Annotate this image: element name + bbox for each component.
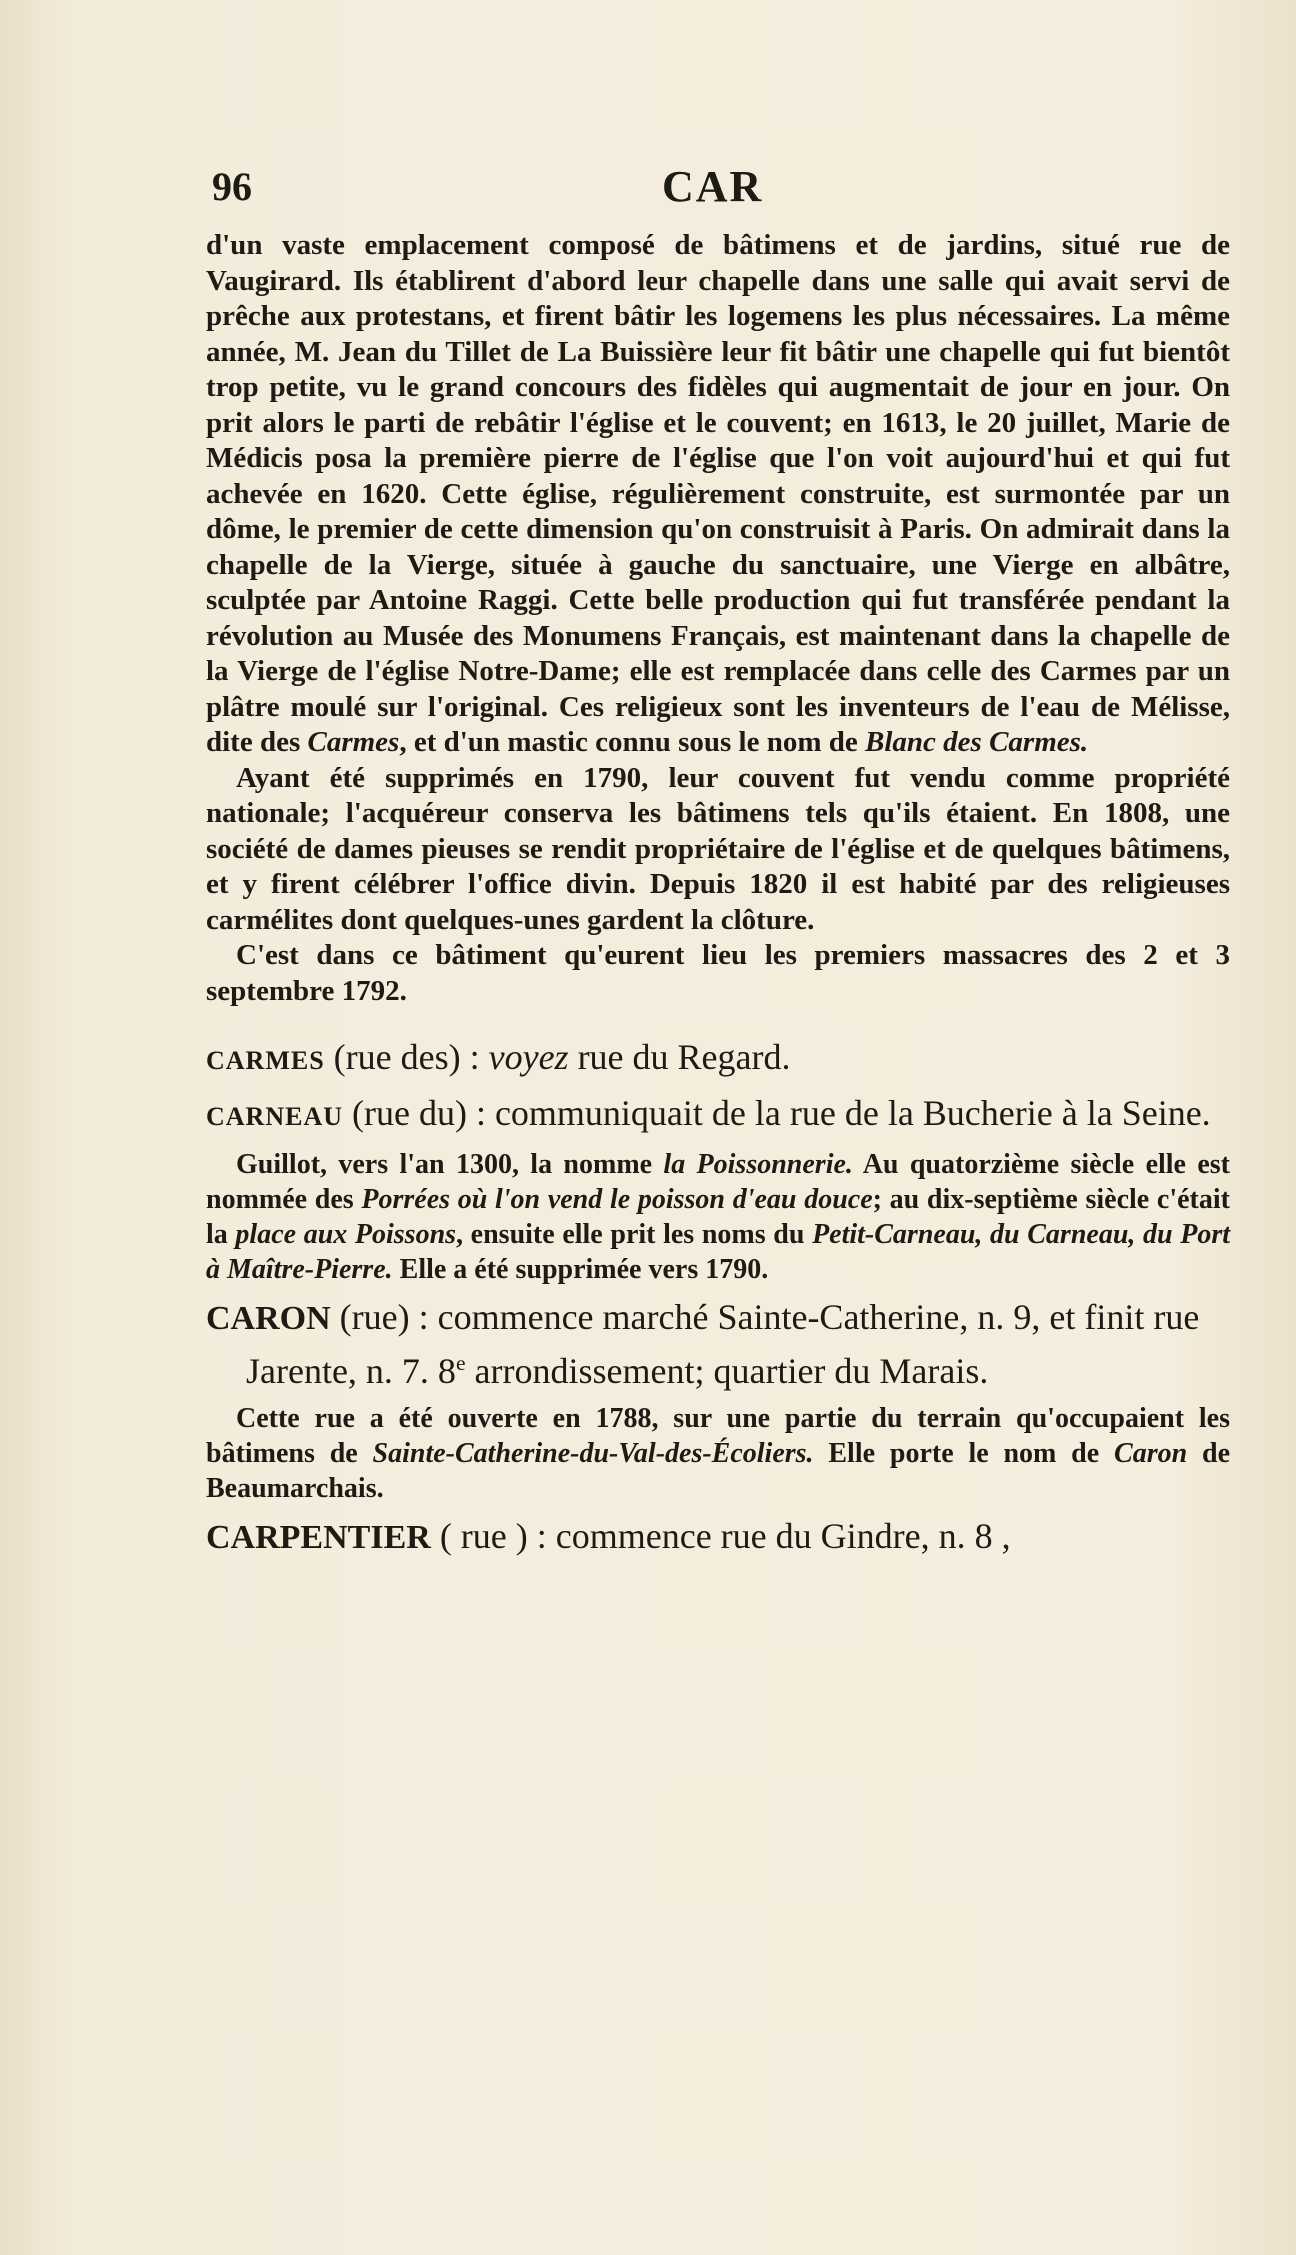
description-text: Au quatorzième siècle elle est nommée des [206,1149,1230,1215]
italic-term: Blanc des Carmes. [865,726,1089,758]
italic-term: Carmes [307,726,400,758]
entry-text: ( rue ) : commence rue du Gindre, n. 8 , [430,1516,1011,1556]
entry-text: rue du Regard. [568,1037,791,1077]
entry-superscript: e [455,1351,466,1375]
description-text: Cette rue a été ouverte en 1788, sur une partie du terrain qu'occupaient les bâtimens de [206,1403,1230,1469]
entry-carpentier [206,1514,1230,1560]
paragraph-massacres: C'est dans ce bâtiment qu'eurent lieu les premiers massacres des 2 et 3 septembre 1792. [206,939,1230,1007]
entry-headword: CARMES [206,1046,325,1075]
entry-caron [206,1295,1230,1393]
page-header [212,155,1232,215]
entry-carmes [206,1035,1230,1083]
running-head: CAR [662,162,764,211]
entry-headword: CARPENTIER [206,1519,431,1556]
description-italic: Sainte-Catherine-du-Val-des-Écoliers. [372,1438,814,1469]
description-text: Guillot, vers l'an 1300, la nomme [236,1149,664,1180]
entry-headword: CARON [206,1300,331,1337]
description-text: de Beaumarchais. [206,1438,1230,1504]
description-text: Elle porte le nom de [813,1438,1115,1469]
description-italic: Petit-Carneau, du Carneau, du Port à Maître-Pierre. [206,1219,1231,1285]
entry-italic: voyez [488,1037,569,1077]
entry-text: arrondissement; quartier du Marais. [465,1351,989,1391]
description-text: , ensuite elle prit les noms du [456,1219,813,1250]
paragraph-suppression: Ayant été supprimés en 1790, leur couvent fut vendu comme propriété nationale; l'acquéreur conserva les bâtimens tels qu'ils étaient. En 1808, une société de dames pieuses se rendit propriétaire de l'église et de quelques bâtimens, et y firent célébrer l'office divin. Depuis 1820 il est habité par des religieuses carmélites dont quelques-unes gardent la clôture. [206,761,1230,936]
entry-text: (rue) : commence marché Sainte-Catherine, n. 9, et finit rue Jarente, n. 7. 8 [246,1297,1200,1391]
description-italic: Porrées où l'on vend le poisson d'eau douce [361,1184,873,1215]
page-number: 96 [212,164,252,209]
description-text: ; au dix-septième siècle c'était la [206,1184,1230,1250]
description-italic: Caron [1114,1438,1188,1469]
description-italic: place aux Poissons [235,1219,457,1250]
entry-carneau-description [206,1147,1230,1287]
entry-text: (rue des) : [324,1037,489,1077]
paragraph-text: , et d'un mastic connu sous le nom de [399,726,866,758]
description-text: Elle a été supprimée vers 1790. [392,1254,769,1285]
entry-headword: CARNEAU [206,1102,343,1131]
description-italic: la Poissonnerie. [663,1149,853,1180]
paragraph-text: d'un vaste emplacement composé de bâtimens et de jardins, situé rue de Vaugirard. Ils établirent d'abord leur chapelle dans une salle qui avait servi de prêche aux protestans, et firent bâtir les logemens les plus nécessaires. La même année, M. Jean du Tillet de La Buissière leur fit bâtir une chapelle qui fut bientôt trop petite, vu le grand concours des fidèles qui augmentait de jour en jour. On prit alors le parti de rebâtir l'église et le couvent; en 1613, le 20 juillet, Marie de Médicis posa la première pierre de l'église que l'on voit aujourd'hui et qui fut achevée en 1620. Cette église, régulièrement construite, est surmontée par un dôme, le premier de cette dimension qu'on construisit à Paris. On admirait dans la chapelle de la Vierge, située à gauche du sanctuaire, une Vierge en albâtre, sculptée par Antoine Raggi. Cette belle production qui fut transférée pendant la révolution au Musée des Monumens Français, est maintenant dans la chapelle de la Vierge de l'église Notre-Dame; elle est remplacée dans celle des Carmes par un plâtre moulé sur l'original. Ces religieux sont les inventeurs de l'eau de Mélisse, dite des [206,229,1230,758]
page-content [206,228,1230,1560]
entry-caron-description [206,1401,1230,1506]
paragraph-carmes-history [206,228,1230,761]
entry-text: (rue du) : communiquait de la rue de la Bucherie à la Seine. [343,1093,1211,1133]
entry-carneau [206,1091,1230,1139]
